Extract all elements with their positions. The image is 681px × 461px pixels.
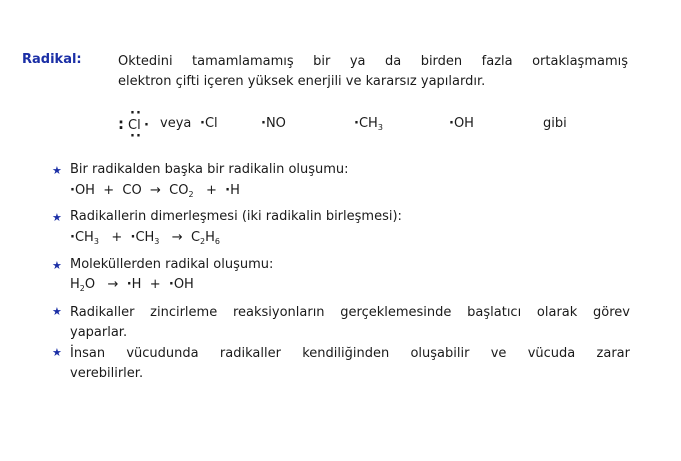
equation-dimerization: $\cdot CH_3$ + $\cdot CH_3$ → $C_2H_6$ xyxy=(70,230,221,246)
equation-radical-formation: ·OH + CO → $CO_2$ + ·H xyxy=(70,183,240,199)
bullet-2-text: Radikallerin dimerleşmesi (iki radikalin birleşmesi): xyxy=(70,209,402,224)
bullet-4-text: Radikaller zincirleme reaksiyonların gerçeklemesinde başlatıcı olarak görev yaparlar. xyxy=(70,305,630,340)
example-gibi: gibi xyxy=(543,116,567,131)
example-veya: veya xyxy=(160,116,192,131)
star-bullet-icon: ★ xyxy=(52,346,62,359)
lone-pair-left: : xyxy=(118,115,124,133)
example-cl-radical: ·Cl xyxy=(200,116,218,131)
equation-molecular-radical: $H_2O$ → ·H + ·OH xyxy=(70,277,194,293)
chlorine-lewis-structure xyxy=(118,106,158,148)
star-bullet-icon: ★ xyxy=(52,164,62,177)
chlorine-symbol: Cl xyxy=(128,118,141,133)
bullet-1-text: Bir radikalden başka bir radikalin oluşumu: xyxy=(70,162,349,177)
example-ch3-radical: $\cdot CH_3$ xyxy=(354,116,383,132)
star-bullet-icon: ★ xyxy=(52,305,62,318)
star-bullet-icon: ★ xyxy=(52,211,62,224)
star-bullet-icon: ★ xyxy=(52,259,62,272)
definition-text xyxy=(118,52,628,92)
lone-pair-bottom: ·· xyxy=(130,129,142,144)
example-oh-radical: ·OH xyxy=(449,116,474,131)
radical-dot: · xyxy=(144,118,149,133)
lone-pair-top: ·· xyxy=(130,106,142,121)
example-no-radical: ·NO xyxy=(261,116,286,131)
definition-line-1: Oktedini tamamlamamış bir ya da birden fazla ortaklaşmamış xyxy=(118,54,628,69)
definition-term: Radikal: xyxy=(22,52,82,67)
definition-line-2: elektron çifti içeren yüksek enerjili ve kararsız yapılardır. xyxy=(118,74,486,89)
bullet-5-text: İnsan vücudunda radikaller kendiliğinden oluşabilir ve vücuda zarar verebilirler. xyxy=(70,346,630,381)
bullet-3-text: Moleküllerden radikal oluşumu: xyxy=(70,257,274,272)
